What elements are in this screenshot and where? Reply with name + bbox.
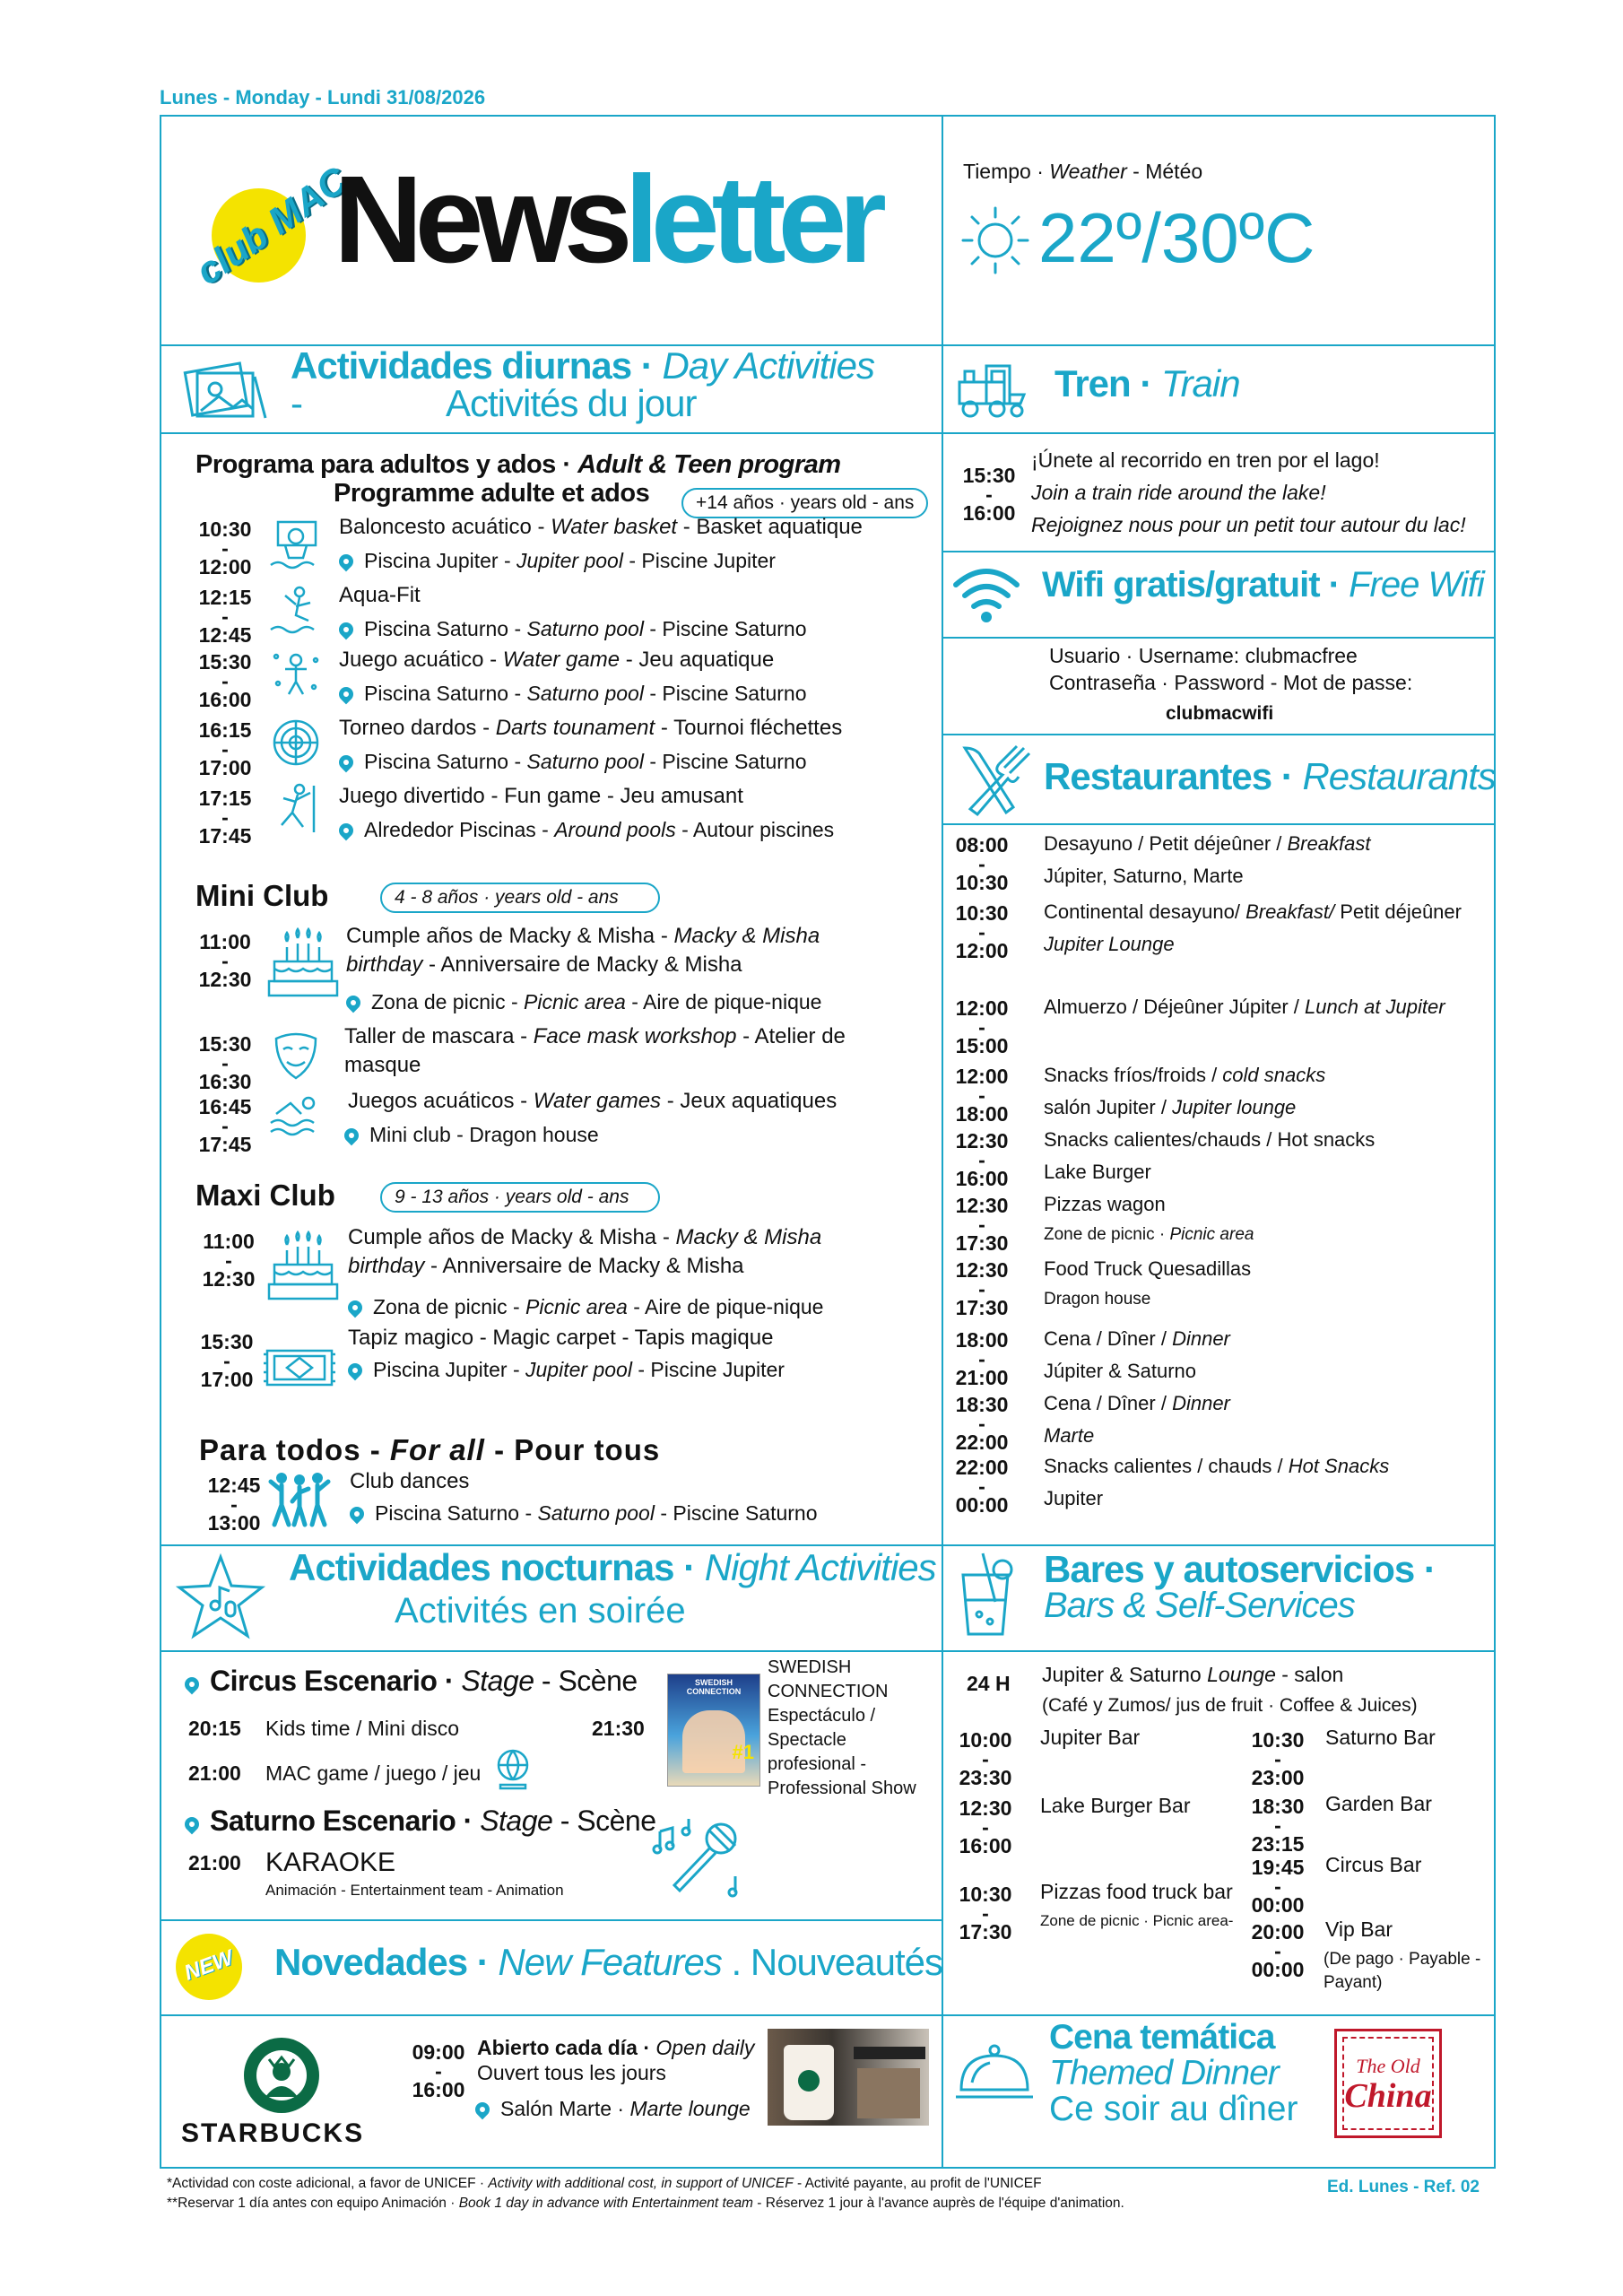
game-globe-icon [491,1747,534,1790]
bar-time: 19:45 - 00:00 [1251,1856,1305,1917]
activity-location: Piscina Saturno - Saturno pool - Piscine Saturno [339,617,807,641]
day-activities-title: Actividades diurnas · Day Activities [291,344,874,387]
bar-name: Saturno Bar [1325,1726,1436,1749]
bar-time: 12:30 - 16:00 [959,1796,1012,1857]
wifi-username: Usuario · Username: clubmacfree [1049,644,1358,667]
starbucks-open-fr: Ouvert tous les jours [477,2061,666,2084]
bar-name: Pizzas food truck bar [1040,1880,1233,1903]
show-time: 21:30 [592,1717,645,1740]
bar-location: Zone de picnic · Picnic area- [1040,1912,1234,1929]
water-basket-icon [269,518,323,572]
restaurant-name: Snacks fríos/froids / cold snacks [1044,1064,1326,1086]
activity-name: Baloncesto acuático - Water basket - Basket aquatique [339,515,863,539]
old-china-logo: The Old China [1334,2029,1442,2138]
activity-time: 10:30 - 12:00 [198,517,252,578]
activity-time: 15:30 - 17:00 [200,1330,254,1391]
bar-time: 18:30 - 23:15 [1251,1795,1305,1856]
train-time: 15:30 - 16:00 [962,464,1016,525]
starbucks-logo [242,2036,321,2115]
fun-game-icon [269,782,323,836]
restaurant-time: 10:30 - 12:00 [955,901,1009,962]
night-star-icon [176,1553,265,1639]
bar-time: 10:30 - 23:00 [1251,1728,1305,1789]
show-description-line: Spectacle [768,1730,846,1750]
bar-note: Payant) [1324,1973,1383,1992]
footer-reference: Ed. Lunes - Ref. 02 [1327,2178,1480,2196]
bars-title-en: Bars & Self-Services [1044,1586,1355,1625]
activity-time: 12:15 - 12:45 [198,586,252,647]
show-description-line: CONNECTION [768,1682,889,1701]
restaurant-location: salón Jupiter / Jupiter lounge [1044,1096,1297,1118]
fork-knife-icon [952,744,1033,816]
newsletter-title: Newsletter [334,151,879,289]
restaurant-time: 12:00 - 18:00 [955,1065,1009,1126]
activity-name: Cumple años de Macky & Misha - Macky & Misha [348,1225,822,1249]
restaurant-time: 18:00 - 21:00 [955,1328,1009,1389]
mini-club-title: Mini Club [195,879,329,912]
swedish-connection-poster: SWEDISH CONNECTION #1 [667,1674,760,1787]
show-description [768,1656,916,1801]
train-description-en: Join a train ride around the lake! [1031,481,1326,504]
starbucks-location: Salón Marte · Marte lounge [475,2097,751,2121]
activity-location: Piscina Jupiter - Jupiter pool - Piscine Jupiter [348,1358,785,1382]
footer-note-booking: **Reservar 1 día antes con equipo Animación · Book 1 day in advance with Entertainment team - Réservez 1 jour à l'avance auprès de l'équipe d'animation. [167,2196,1124,2211]
restaurant-location: Lake Burger [1044,1161,1151,1183]
wifi-icon [950,563,1022,626]
restaurants-title: Restaurantes · Restaurants [1044,755,1496,797]
adult-program-heading-fr: Programme adulte et ados [334,479,650,508]
activity-name: Tapiz magico - Magic carpet - Tapis magique [348,1326,774,1350]
activity-time: 11:00 - 12:30 [198,930,252,991]
bar-name: Jupiter Bar [1040,1726,1141,1749]
karaoke-time: 21:00 [188,1851,241,1874]
bar-name: Circus Bar [1325,1853,1422,1876]
activity-location: Piscina Saturno - Saturno pool - Piscine Saturno [350,1501,818,1526]
water-game-icon [269,648,323,701]
activity-name: Aqua-Fit [339,583,421,607]
restaurant-location: Jupiter Lounge [1044,933,1175,955]
circus-item-text: Kids time / Mini disco [265,1717,460,1740]
activity-time: 16:45 - 17:45 [198,1095,252,1156]
restaurant-location: Zone de picnic · Picnic area [1044,1225,1254,1244]
day-activities-icon [183,355,269,423]
wifi-password: clubmacwifi [1166,703,1274,724]
dancers-icon [269,1471,330,1528]
darts-icon [269,716,323,770]
activity-name: Juegos acuáticos - Water games - Jeux aquatiques [348,1089,838,1113]
circus-stage-title: Circus Escenario · Stage - Scène [185,1665,638,1698]
wifi-title: Wifi gratis/gratuit · Free Wifi [1042,565,1484,604]
activity-location: Mini club - Dragon house [344,1123,599,1147]
restaurant-name: Snacks calientes / chauds / Hot Snacks [1044,1455,1390,1477]
column-divider [942,115,943,2169]
divider-news [160,1919,942,1921]
restaurant-location: Dragon house [1044,1290,1151,1309]
night-activities-title: Actividades nocturnas · Night Activities [289,1546,936,1588]
restaurant-time: 12:30 - 17:30 [955,1258,1009,1319]
themed-dinner-title-fr: Ce soir au dîner [1049,2090,1298,2128]
restaurant-time: 12:30 - 17:30 [955,1194,1009,1255]
activity-name: Club dances [350,1469,470,1493]
sun-icon [959,204,1031,276]
restaurant-name: Continental desayuno/ Breakfast/ Petit déjeûner [1044,900,1462,923]
bar-time: 20:00 - 00:00 [1251,1920,1305,1981]
bars-24h-text: Jupiter & Saturno Lounge - salon [1042,1663,1344,1686]
starbucks-photo [768,2029,929,2126]
train-title: Tren · Train [1055,362,1240,404]
new-badge-text: NEW [180,1945,237,1986]
restaurant-location: Marte [1044,1424,1095,1447]
train-icon [952,359,1029,422]
activity-name: birthday - Anniversaire de Macky & Misha [348,1254,744,1278]
restaurant-time: 18:30 - 22:00 [955,1393,1009,1454]
for-all-title: Para todos - For all - Pour tous [199,1433,661,1466]
bar-time: 10:30 - 17:30 [959,1883,1012,1944]
activity-location: Piscina Saturno - Saturno pool - Piscine Saturno [339,750,807,774]
activity-time: 11:00 - 12:30 [202,1230,256,1291]
starbucks-time: 09:00 - 16:00 [412,2040,465,2101]
new-features-title: Novedades · New Features . Nouveautés [274,1941,943,1983]
bar-note: (De pago · Payable - [1324,1950,1481,1969]
activity-time: 17:15 - 17:45 [198,787,252,848]
restaurant-location: Jupiter [1044,1487,1104,1509]
adult-age-badge: +14 años · years old - ans [681,488,928,518]
cocktail-icon [956,1552,1015,1639]
train-description-es: ¡Únete al recorrido en tren por el lago! [1031,448,1380,472]
starbucks-brand: STARBUCKS [181,2118,365,2148]
weather-label: Tiempo · Weather - Météo [963,160,1203,183]
microphone-icon [653,1813,751,1900]
show-description-line: SWEDISH [768,1657,852,1677]
divider-restaurants-title [942,823,1496,825]
restaurant-location: Júpiter & Saturno [1044,1360,1196,1382]
divider-night-title [160,1650,1496,1652]
karaoke-title: KARAOKE [265,1848,396,1877]
activity-name: Juego divertido - Fun game - Jeu amusant [339,784,743,808]
wifi-password-label: Contraseña · Password - Mot de passe: [1049,671,1413,694]
divider-day-title [160,432,942,434]
saturno-stage-title: Saturno Escenario · Stage - Scène [185,1805,655,1838]
divider-wifi-title [942,637,1496,639]
circus-item-text: MAC game / juego / jeu [265,1761,482,1785]
magic-carpet-icon [262,1345,337,1390]
night-activities-title-fr: Activités en soirée [395,1591,686,1631]
mini-club-age-badge: 4 - 8 años · years old - ans [380,883,660,913]
restaurant-time: 08:00 - 10:30 [955,833,1009,894]
divider-news-title [160,2014,1496,2016]
starbucks-open-daily: Abierto cada día · Open daily [477,2036,755,2059]
restaurant-time: 12:00 - 15:00 [955,996,1009,1057]
restaurant-location: Júpiter, Saturno, Marte [1044,865,1244,887]
bar-name: Garden Bar [1325,1792,1432,1815]
restaurant-name: Almuerzo / Déjeûner Júpiter / Lunch at Jupiter [1044,996,1445,1018]
new-badge [176,1934,242,2000]
divider-train-title [942,432,1496,434]
restaurant-name: Pizzas wagon [1044,1193,1166,1215]
activity-time: 16:15 - 17:00 [198,718,252,779]
divider-train [942,551,1496,552]
bar-name: Vip Bar [1325,1918,1393,1941]
activity-name: masque [344,1053,421,1077]
activity-name: Torneo dardos - Darts tounament - Tournoi fléchettes [339,716,843,740]
restaurant-time: 12:30 - 16:00 [955,1129,1009,1190]
show-description-line: Professional Show [768,1779,916,1798]
themed-dinner-title-en: Themed Dinner [1049,2054,1279,2092]
bar-name: Lake Burger Bar [1040,1794,1191,1817]
bar-time: 10:00 - 23:30 [959,1728,1012,1789]
activity-name: birthday - Anniversaire de Macky & Misha [346,952,742,977]
face-mask-icon [269,1030,323,1083]
activity-location: Piscina Jupiter - Jupiter pool - Piscine Jupiter [339,549,776,573]
temperature: 22º/30ºC [1038,198,1315,277]
maxi-club-title: Maxi Club [195,1178,335,1212]
activity-location: Zona de picnic - Picnic area - Aire de pique-nique [346,990,821,1014]
circus-item-time: 21:00 [188,1761,241,1785]
activity-location: Zona de picnic - Picnic area - Aire de pique-nique [348,1295,823,1319]
train-description-fr: Rejoignez nous pour un petit tour autour du lac! [1031,513,1466,536]
themed-dinner-title: Cena temática [1049,2018,1275,2057]
bars-24h: 24 H [967,1672,1011,1695]
show-description-line: Espectáculo / [768,1706,876,1726]
restaurant-name: Food Truck Quesadillas [1044,1257,1252,1280]
restaurant-time: 22:00 - 00:00 [955,1456,1009,1517]
restaurant-name: Cena / Dîner / Dinner [1044,1392,1230,1414]
activity-time: 15:30 - 16:30 [198,1032,252,1093]
activity-location: Piscina Saturno - Saturno pool - Piscine Saturno [339,682,807,706]
activity-location: Alrededor Piscinas - Around pools - Autour piscines [339,818,834,842]
activity-name: Juego acuático - Water game - Jeu aquatique [339,648,775,672]
bars-24h-subtext: (Café y Zumos/ jus de fruit · Coffee & Juices) [1042,1695,1418,1716]
swimming-icon [269,1092,323,1137]
activity-name: Taller de mascara - Face mask workshop - Atelier de [344,1024,846,1048]
day-activities-title-fr: - Activités du jour [291,382,697,424]
karaoke-subtitle: Animación - Entertainment team - Animation [265,1882,564,1899]
maxi-club-age-badge: 9 - 13 años · years old - ans [380,1182,660,1213]
activity-name: Cumple años de Macky & Misha - Macky & Misha [346,924,820,948]
newsletter-date: Lunes - Monday - Lundi 31/08/2026 [160,86,486,109]
footer-note-unicef: *Actividad con coste adicional, a favor de UNICEF · Activity with additional cost, in support of UNICEF - Activité payante, au profit de l'UNICEF [167,2176,1042,2191]
show-description-line: profesional - [768,1754,867,1774]
restaurant-name: Cena / Dîner / Dinner [1044,1327,1230,1350]
cloche-icon [954,2038,1035,2109]
birthday-cake-icon [265,929,341,1001]
adult-program-heading: Programa para adultos y ados · Adult & Teen program [195,450,841,479]
circus-item-time: 20:15 [188,1717,241,1740]
restaurant-name: Snacks calientes/chauds / Hot snacks [1044,1128,1376,1151]
club-mac-logo-text: club MAC [187,158,355,293]
divider-wifi [942,734,1496,735]
club-mac-logo [176,158,355,296]
activity-time: 15:30 - 16:00 [198,650,252,711]
restaurant-name: Desayuno / Petit déjeûner / Breakfast [1044,832,1371,855]
activity-time: 12:45 - 13:00 [207,1474,261,1535]
birthday-cake-icon [265,1232,341,1304]
aqua-fit-icon [269,585,323,639]
bars-title: Bares y autoservicios · [1044,1548,1436,1590]
